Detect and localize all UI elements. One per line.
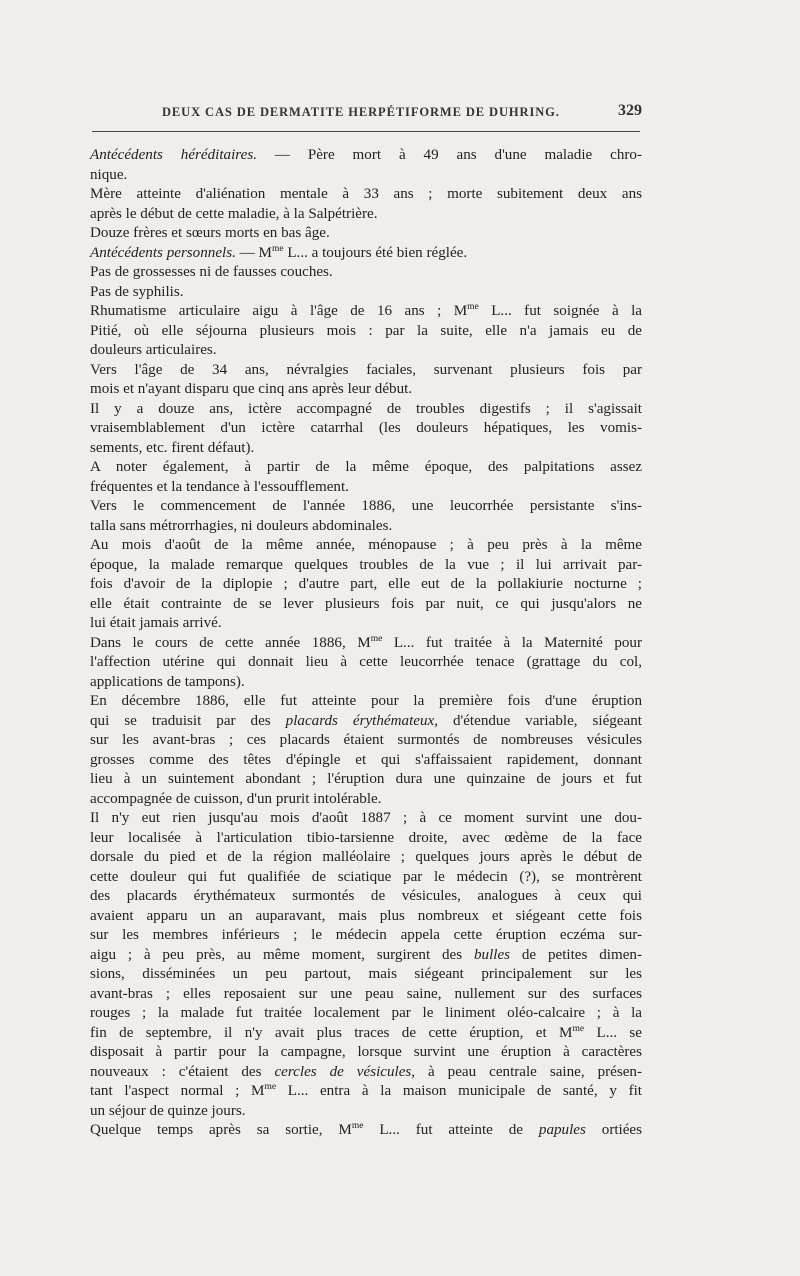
- text-line: elle était contrainte de se lever plusieurs fois par nuit, ce qui jusqu'alors ne: [90, 595, 642, 612]
- text-line: vraisemblablement d'un ictère catarrhal (les douleurs hépatiques, les vomis-: [90, 420, 642, 436]
- page-number: 329: [618, 102, 642, 119]
- text-line: rouges ; la malade fut traitée localement par le liniment oléo-calcaire ; à la: [90, 1005, 642, 1021]
- paragraph: [90, 400, 642, 459]
- text-line: tant l'aspect normal ; $M^{me}$ L... entra à la maison municipale de santé, y fit: [90, 1082, 642, 1099]
- text-line: Dans le cours de cette année 1886, $M^{me}$ L... fut traitée à la Maternité pour: [90, 633, 643, 651]
- paragraph: [90, 263, 642, 283]
- text-line: Pas de grossesses ni de fausses couches.: [90, 264, 333, 280]
- text-line: Il n'y eut rien jusqu'au mois d'août 1887 ; à ce moment survint une dou-: [90, 810, 642, 826]
- text-line: avaient apparu un an auparavant, mais plus nombreux et siégeant cette fois: [90, 907, 642, 924]
- text-line: sements, etc. firent défaut).: [90, 439, 255, 456]
- paragraph: [90, 146, 642, 185]
- running-title: DEUX CAS DE DERMATITE HERPÉTIFORME DE DUHRING.: [162, 105, 560, 119]
- text-line: aigu ; à peu près, au même moment, surgirent des bulles de petites dimen-: [90, 946, 642, 963]
- text-line: avant-bras ; elles reposaient sur une peau saine, nullement sur des surfaces: [90, 985, 642, 1002]
- body-text: [90, 146, 642, 1141]
- text-line: talla sans métrorrhagies, ni douleurs abdominales.: [90, 517, 393, 534]
- paragraph: [90, 809, 642, 1121]
- text-line: cette douleur qui fut qualifiée de sciatique par le médecin (?), se montrèrent: [90, 868, 642, 885]
- text-line: Pas de syphilis.: [90, 283, 184, 300]
- text-line: lieu à un suintement abondant ; l'éruption dura une quinzaine de jours et fut: [90, 771, 642, 787]
- text-line: En décembre 1886, elle fut atteinte pour la première fois d'une éruption: [90, 693, 642, 709]
- text-line: des placards érythémateux surmontés de vésicules, analogues à ceux qui: [90, 888, 642, 904]
- text-line: un séjour de quinze jours.: [90, 1102, 246, 1119]
- text-line: sur les avant-bras ; ces placards étaient surmontés de nombreuses vésicules: [90, 732, 642, 748]
- text-line: sur les membres inférieurs ; le médecin appela cette éruption eczéma sur-: [90, 927, 642, 943]
- text-line: fin de septembre, il n'y avait plus traces de cette éruption, et $M^{me}$ L... se: [90, 1023, 642, 1041]
- text-line: accompagnée de cuisson, d'un prurit intolérable.: [90, 790, 382, 807]
- text-line: Mère atteinte d'aliénation mentale à 33 ans ; morte subitement deux ans: [90, 186, 642, 202]
- text-line: fois d'avoir de la diplopie ; d'autre part, elle eut de la pollakiurie nocturne ;: [90, 576, 642, 592]
- text-line: disposait à partir pour la campagne, lorsque survint une éruption à caractères: [90, 1044, 642, 1060]
- text-line: sions, disséminées un peu partout, mais siégeant principalement sur les: [90, 966, 642, 982]
- text-line: Il y a douze ans, ictère accompagné de troubles digestifs ; il s'agissait: [90, 400, 642, 417]
- paragraph: [90, 536, 642, 634]
- text-line: l'affection utérine qui donnait lieu à cette leucorrhée tenace (grattage du col,: [90, 654, 642, 670]
- paragraph: [90, 244, 642, 264]
- text-line: lui était jamais arrivé.: [90, 615, 222, 631]
- page-header: [90, 101, 642, 125]
- text-line: époque, la malade remarque quelques troubles de la vue ; il lui arrivait par-: [90, 556, 642, 573]
- paragraph: [90, 302, 642, 361]
- paragraph: [90, 185, 642, 224]
- text-line: Quelque temps après sa sortie, $M^{me}$ L... fut atteinte de papules ortiées: [90, 1121, 643, 1138]
- paragraph: [90, 1121, 642, 1141]
- text-line: grosses comme des têtes d'épingle et qui s'affaissaient rapidement, donnant: [90, 751, 642, 768]
- paragraph: [90, 634, 642, 693]
- text-line: Au mois d'août de la même année, ménopause ; à peu près à la même: [90, 537, 642, 553]
- text-line: Douze frères et sœurs morts en bas âge.: [90, 225, 330, 241]
- text-line: leur localisée à l'articulation tibio-tarsienne droite, avec œdème de la face: [90, 829, 642, 846]
- text-line: Pitié, où elle séjourna plusieurs mois : par la suite, elle n'a jamais eu de: [90, 322, 642, 339]
- paragraph: [90, 361, 642, 400]
- header-rule: [92, 131, 640, 132]
- text-line: douleurs articulaires.: [90, 342, 217, 358]
- text-line: nouveaux : c'étaient des cercles de vésicules, à peau centrale saine, présen-: [90, 1063, 642, 1080]
- paragraph: [90, 497, 642, 536]
- text-line: Vers le commencement de l'année 1886, une leucorrhée persistante s'ins-: [90, 498, 642, 514]
- paragraph: [90, 283, 642, 303]
- text-line: qui se traduisit par des placards érythémateux, d'étendue variable, siégeant: [90, 712, 642, 729]
- text-line: mois et n'ayant disparu que cinq ans après leur début.: [90, 381, 413, 397]
- text-line: Antécédents héréditaires. — Père mort à 49 ans d'une maladie chro-: [90, 147, 642, 163]
- text-line: A noter également, à partir de la même époque, des palpitations assez: [90, 459, 642, 475]
- text-line: Rhumatisme articulaire aigu à l'âge de 16 ans ; $M^{me}$ L... fut soignée à la: [90, 302, 642, 319]
- paragraph: [90, 692, 642, 809]
- text-line: Vers l'âge de 34 ans, névralgies faciales, survenant plusieurs fois par: [90, 361, 642, 378]
- text-line: Antécédents personnels. — $M^{me}$ L... a toujours été bien réglée.: [90, 243, 468, 261]
- text-line: nique.: [90, 166, 128, 183]
- paragraph: [90, 224, 642, 244]
- text-line: fréquentes et la tendance à l'essoufflement.: [90, 478, 349, 495]
- text-line: dorsale du pied et de la région malléolaire ; quelques jours après le début de: [90, 849, 642, 865]
- paragraph: [90, 458, 642, 497]
- text-line: applications de tampons).: [90, 673, 245, 690]
- text-line: après le début de cette maladie, à la Salpétrière.: [90, 205, 378, 222]
